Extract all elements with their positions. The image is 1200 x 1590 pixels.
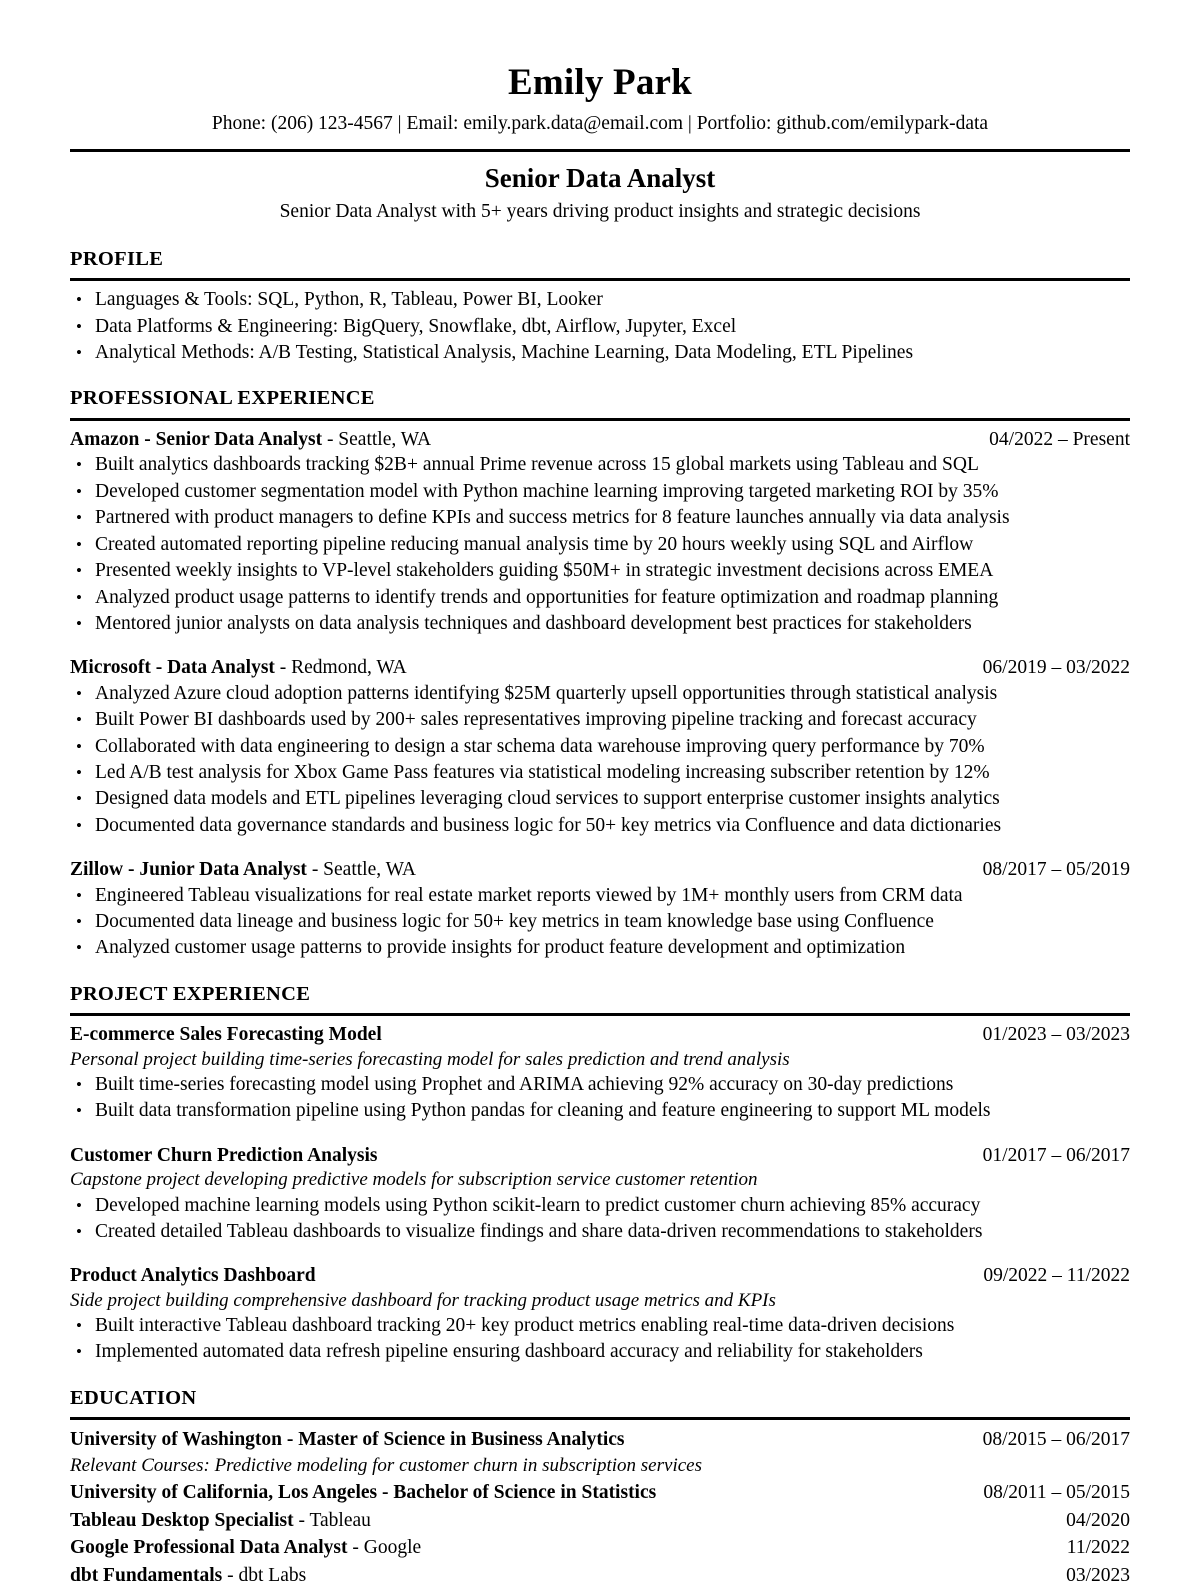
project-subtitle: Personal project building time-series forecasting model for sales prediction and trend analysis xyxy=(70,1048,790,1070)
project-subtitle: Side project building comprehensive dashboard for tracking product usage metrics and KPIs xyxy=(70,1289,776,1311)
education-date: 08/2011 – 05/2015 xyxy=(983,1481,1130,1503)
project-name: Customer Churn Prediction Analysis xyxy=(70,1144,378,1166)
education-title xyxy=(70,1507,371,1535)
entry-bullet-list xyxy=(70,883,1130,962)
entry-header xyxy=(70,1263,1130,1288)
entry-header xyxy=(70,1143,1130,1168)
profile-bullet-list xyxy=(70,287,1130,366)
list-item: • Built data transformation pipeline using Python pandas for cleaning and feature engineering to support ML models xyxy=(70,1098,1130,1124)
education-row xyxy=(70,1479,1130,1507)
entry-bullet-list xyxy=(70,1193,1130,1246)
entry-date: 01/2017 – 06/2017 xyxy=(982,1144,1130,1166)
list-item: • Designed data models and ETL pipelines leveraging cloud services to support enterprise customer insights analytics xyxy=(70,786,1130,812)
entry-date: 06/2019 – 03/2022 xyxy=(982,657,1130,679)
education-title xyxy=(70,1534,421,1562)
headline-summary: Senior Data Analyst with 5+ years driving product insights and strategic decisions xyxy=(279,200,921,222)
entry-bullet-list xyxy=(70,681,1130,840)
entry-company-role: Microsoft - Data Analyst xyxy=(70,657,275,679)
list-item: • Analyzed customer usage patterns to provide insights for product feature development and optimization xyxy=(70,935,1130,961)
education-title xyxy=(70,1479,656,1507)
education-row-group xyxy=(70,1426,1130,1478)
list-item: • Implemented automated data refresh pipeline ensuring dashboard accuracy and reliability for stakeholders xyxy=(70,1339,1130,1365)
education-row xyxy=(70,1507,1130,1535)
section-title-profile: PROFILE xyxy=(70,247,164,270)
education-row xyxy=(70,1534,1130,1562)
entry-location: - Seattle, WA xyxy=(322,429,432,451)
list-item: • Partnered with product managers to define KPIs and success metrics for 8 feature launches annually via data analysis xyxy=(70,505,1130,531)
project-entry xyxy=(70,1022,1130,1125)
entry-bullet-list xyxy=(70,1313,1130,1366)
education-row-group xyxy=(70,1507,1130,1535)
education-note: Relevant Courses: Predictive modeling for customer churn in subscription services xyxy=(70,1455,702,1477)
education-date: 08/2015 – 06/2017 xyxy=(982,1429,1130,1451)
experience-entry xyxy=(70,857,1130,962)
entry-title xyxy=(70,1022,382,1047)
education-row xyxy=(70,1426,1130,1454)
section-education xyxy=(70,1387,1130,1590)
entry-date: 01/2023 – 03/2023 xyxy=(982,1024,1130,1046)
entry-title xyxy=(70,1143,378,1168)
section-divider-profile xyxy=(70,278,1130,281)
entry-header xyxy=(70,857,1130,882)
section-projects xyxy=(70,983,1130,1366)
education-date: 11/2022 xyxy=(1066,1537,1130,1559)
section-divider-education xyxy=(70,1417,1130,1420)
education-issuer: - Tableau xyxy=(293,1509,371,1531)
education-issuer: - Google xyxy=(347,1537,422,1559)
header-divider xyxy=(70,149,1130,152)
section-profile xyxy=(70,248,1130,367)
education-row-group xyxy=(70,1534,1130,1562)
entry-header xyxy=(70,427,1130,452)
education-row-group xyxy=(70,1479,1130,1507)
list-item: • Analytical Methods: A/B Testing, Statistical Analysis, Machine Learning, Data Modeling, ETL Pipelines xyxy=(70,340,1130,366)
entry-company-role: Zillow - Junior Data Analyst xyxy=(70,859,307,881)
list-item: • Built analytics dashboards tracking $2B+ annual Prime revenue across 15 global markets using Tableau and SQL xyxy=(70,452,1130,478)
education-issuer: - dbt Labs xyxy=(222,1564,307,1586)
entry-title xyxy=(70,655,407,680)
entry-bullet-list xyxy=(70,452,1130,637)
section-divider-experience xyxy=(70,418,1130,421)
entry-title xyxy=(70,857,416,882)
project-subtitle: Capstone project developing predictive models for subscription service customer retention xyxy=(70,1169,758,1191)
list-item: • Created automated reporting pipeline reducing manual analysis time by 20 hours weekly using SQL and Airflow xyxy=(70,532,1130,558)
education-row-group xyxy=(70,1562,1130,1590)
experience-entry xyxy=(70,655,1130,839)
entry-header xyxy=(70,655,1130,680)
list-item: • Presented weekly insights to VP-level stakeholders guiding $50M+ in strategic investment decisions across EMEA xyxy=(70,558,1130,584)
project-entry xyxy=(70,1143,1130,1246)
list-item: • Led A/B test analysis for Xbox Game Pass features via statistical modeling increasing subscriber retention by 12% xyxy=(70,760,1130,786)
list-item: • Built Power BI dashboards used by 200+ sales representatives improving pipeline tracking and forecast accuracy xyxy=(70,707,1130,733)
education-institution-degree: dbt Fundamentals xyxy=(70,1564,223,1586)
entry-title xyxy=(70,427,431,452)
list-item: • Documented data governance standards and business logic for 50+ key metrics via Confluence and data dictionaries xyxy=(70,813,1130,839)
resume-header xyxy=(70,62,1130,224)
entry-date: 08/2017 – 05/2019 xyxy=(982,859,1130,881)
education-date: 03/2023 xyxy=(1066,1564,1130,1586)
project-entry xyxy=(70,1263,1130,1366)
entry-header xyxy=(70,1022,1130,1047)
education-title xyxy=(70,1562,306,1590)
entry-company-role: Amazon - Senior Data Analyst xyxy=(70,429,323,451)
education-institution-degree: University of Washington - Master of Science in Business Analytics xyxy=(70,1429,625,1451)
entry-date: 09/2022 – 11/2022 xyxy=(983,1265,1130,1287)
contact-line: Phone: (206) 123-4567 | Email: emily.park.data@email.com | Portfolio: github.com/emilypark-data xyxy=(211,113,989,135)
list-item: • Created detailed Tableau dashboards to visualize findings and share data-driven recommendations to stakeholders xyxy=(70,1219,1130,1245)
experience-entry xyxy=(70,427,1130,637)
education-institution-degree: Tableau Desktop Specialist xyxy=(70,1509,294,1531)
list-item: • Built time-series forecasting model using Prophet and ARIMA achieving 92% accuracy on 30-day predictions xyxy=(70,1072,1130,1098)
list-item: • Mentored junior analysts on data analysis techniques and dashboard development best practices for stakeholders xyxy=(70,611,1130,637)
list-item: • Analyzed product usage patterns to identify trends and opportunities for feature optimization and roadmap planning xyxy=(70,585,1130,611)
list-item: • Developed machine learning models using Python scikit-learn to predict customer churn achieving 85% accuracy xyxy=(70,1193,1130,1219)
education-institution-degree: University of California, Los Angeles - Bachelor of Science in Statistics xyxy=(70,1481,657,1503)
project-name: Product Analytics Dashboard xyxy=(70,1265,316,1287)
section-title-projects: PROJECT EXPERIENCE xyxy=(70,982,311,1005)
project-name: E-commerce Sales Forecasting Model xyxy=(70,1024,382,1046)
section-title-education: EDUCATION xyxy=(70,1386,197,1409)
list-item: • Languages & Tools: SQL, Python, R, Tableau, Power BI, Looker xyxy=(70,287,1130,313)
entry-location: - Redmond, WA xyxy=(274,657,407,679)
candidate-name: Emily Park xyxy=(508,62,692,103)
education-title xyxy=(70,1426,625,1454)
list-item: • Collaborated with data engineering to design a star schema data warehouse improving query performance by 70% xyxy=(70,734,1130,760)
list-item: • Built interactive Tableau dashboard tracking 20+ key product metrics enabling real-time data-driven decisions xyxy=(70,1313,1130,1339)
list-item: • Analyzed Azure cloud adoption patterns identifying $25M quarterly upsell opportunities through statistical analysis xyxy=(70,681,1130,707)
entry-date: 04/2022 – Present xyxy=(989,429,1130,451)
list-item: • Documented data lineage and business logic for 50+ key metrics in team knowledge base using Confluence xyxy=(70,909,1130,935)
headline-title: Senior Data Analyst xyxy=(484,162,716,193)
education-institution-degree: Google Professional Data Analyst xyxy=(70,1537,348,1559)
education-date: 04/2020 xyxy=(1066,1509,1130,1531)
entry-bullet-list xyxy=(70,1072,1130,1125)
list-item: • Data Platforms & Engineering: BigQuery, Snowflake, dbt, Airflow, Jupyter, Excel xyxy=(70,314,1130,340)
entry-location: - Seattle, WA xyxy=(306,859,416,881)
list-item: • Developed customer segmentation model with Python machine learning improving targeted marketing ROI by 35% xyxy=(70,479,1130,505)
list-item: • Engineered Tableau visualizations for real estate market reports viewed by 1M+ monthly users from CRM data xyxy=(70,883,1130,909)
entry-title xyxy=(70,1263,316,1288)
section-divider-projects xyxy=(70,1013,1130,1016)
section-title-experience: PROFESSIONAL EXPERIENCE xyxy=(70,387,375,410)
education-row xyxy=(70,1562,1130,1590)
section-experience xyxy=(70,387,1130,961)
